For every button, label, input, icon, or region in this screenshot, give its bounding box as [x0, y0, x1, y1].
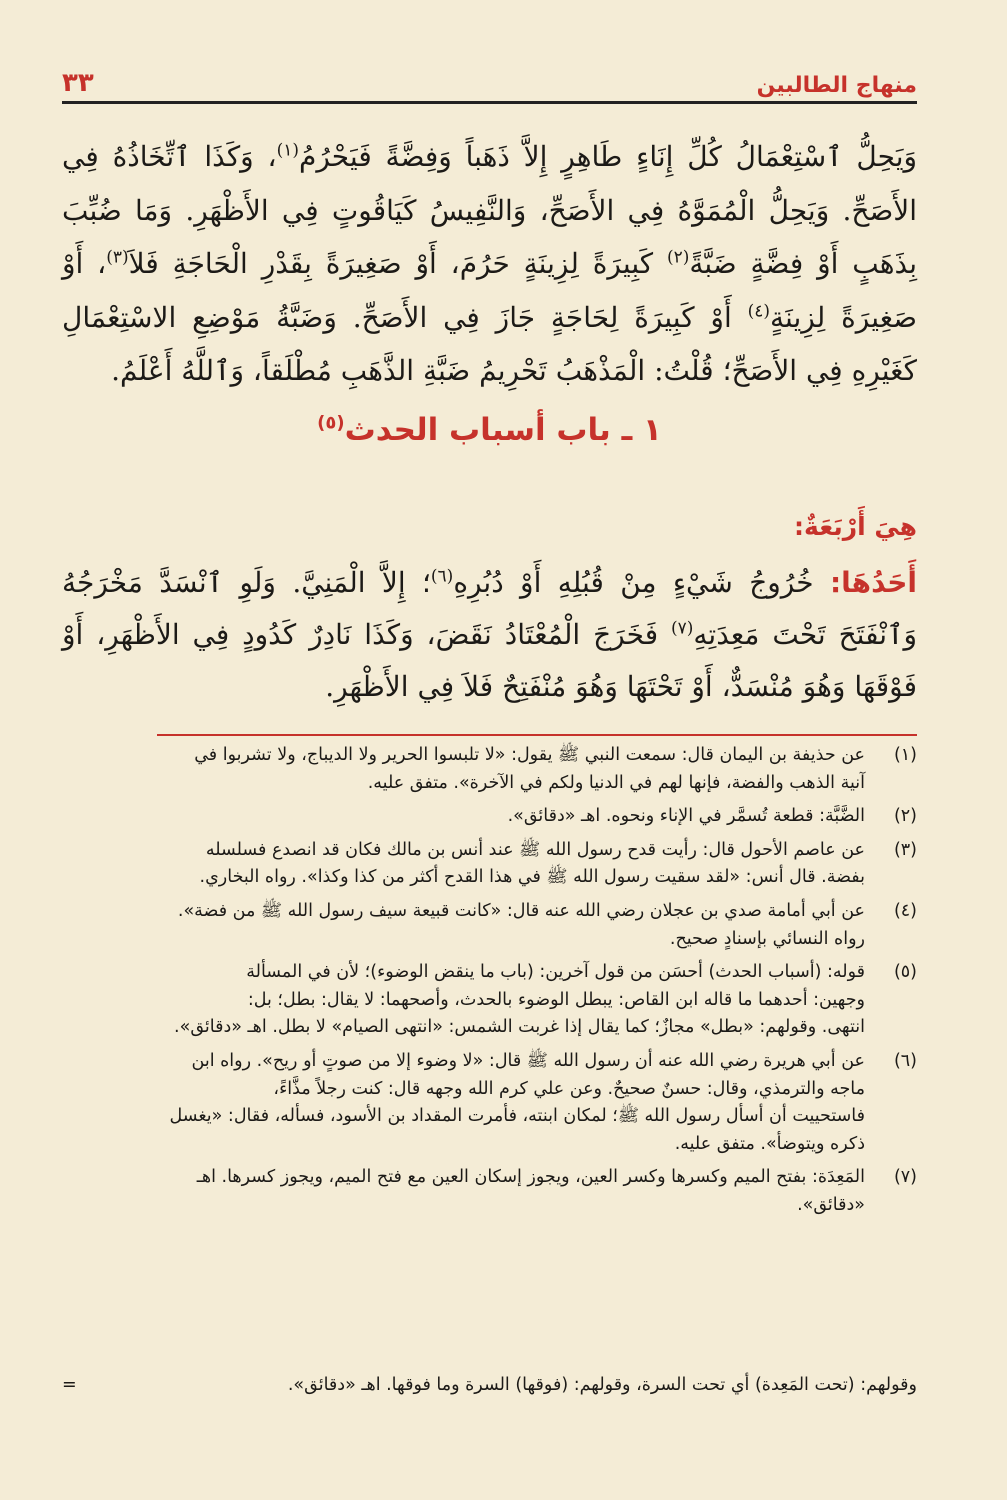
- footnote-ref[interactable]: (٥): [317, 412, 345, 434]
- footnote-line: آنية الذهب والفضة، فإنها لهم في الدنيا ولكم في الآخرة». متفق عليه.: [367, 772, 865, 793]
- footnote-line: المَعِدَة: بفتح الميم وكسرها وكسر العين، ويجوز إسكان العين مع فتح الميم، ويجوز كسرها. اهـ: [196, 1167, 865, 1188]
- section-lead: أَحَدُهَا:: [829, 566, 918, 599]
- footnote-body: [62, 1048, 865, 1158]
- main-line: وَيَحِلُّ ٱسْتِعْمَالُ كُلِّ إِنَاءٍ طَاهِرٍ إِلاَّ ذَهَباً وَفِضَّةً فَيَحْرُمُ: [299, 140, 918, 173]
- footnote: [62, 742, 917, 797]
- footnote-line: عن عاصم الأحول قال: رأيت قدح رسول الله ﷺ عند أنس بن مالك فكان قد انصدع فسلسله: [205, 839, 865, 860]
- running-title: منهاج الطالبين: [756, 73, 917, 98]
- page-header: [62, 58, 917, 98]
- footnote-ref[interactable]: (٣): [106, 247, 129, 268]
- footnote-ref[interactable]: (١): [276, 140, 300, 161]
- chapter-title: ١ ـ باب أسباب الحدث: [344, 412, 662, 448]
- footnote: [62, 1164, 917, 1219]
- book-page: [62, 0, 917, 1500]
- section-text-b: ؛ إِلاَّ الْمَنِيَّ. وَلَوِ ٱنْسَدَّ مَخْرَجُهُ وَٱنْفَتَحَ تَحْتَ مَعِدَتِهِ: [62, 566, 918, 651]
- footnote-number: (٣): [893, 839, 917, 860]
- footnote-number: (١): [893, 745, 917, 765]
- footnotes: [62, 742, 917, 1226]
- section-paragraph: [62, 557, 917, 713]
- footnote-rule: [157, 734, 917, 736]
- main-line: ، وَكَذَا ٱتِّخَاذُهُ فِي الأَصَحِّ. وَيَحِلُّ الْمُمَوَّهُ فِي الأَصَحِّ، وَالنَّفِيسُ كَيَاقُوتٍ فِي الأَظْهَرِ. وَمَا ضُبِّبَ بِذَهَبٍ أَوْ فِضَّةٍ ضَبَّةً: [62, 140, 918, 280]
- footnote-number: (٧): [893, 1167, 917, 1188]
- footnote-line: قوله: (أسباب الحدث) أحسَن من قول آخرين: (باب ما ينقض الوضوء)؛ لأن في المسألة: [246, 962, 865, 983]
- footnote-number: (٥): [893, 962, 917, 983]
- page-number: ٣٣: [62, 68, 94, 98]
- footnote-body: [62, 898, 865, 953]
- main-text: [62, 130, 917, 398]
- footnote-line: عن أبي هريرة رضي الله عنه أن رسول الله ﷺ قال: «لا وضوء إلا من صوتٍ أو ريح». رواه ابن: [191, 1050, 865, 1071]
- footnote: [62, 898, 917, 953]
- main-paragraph: [62, 130, 917, 398]
- main-line: كَبِيرَةً لِزِينَةٍ حَرُمَ، أَوْ صَغِيرَةً بِقَدْرِ الْحَاجَةِ فَلاَ: [128, 247, 654, 280]
- footnote-line: الضَّبَّة: قطعة تُسمَّر في الإناء ونحوه. اهـ «دقائق».: [507, 806, 865, 827]
- chapter-heading: [62, 412, 917, 448]
- section-subhead: هِيَ أَرْبَعَةٌ:: [794, 512, 917, 541]
- footnote-line: رواه النسائي بإسنادٍ صحيح.: [669, 928, 865, 949]
- footnote-line: عن حذيفة بن اليمان قال: سمعت النبي ﷺ يقول: «لا تلبسوا الحرير ولا الديباج، ولا تشربوا في: [194, 745, 865, 765]
- footnote-line: انتهى. وقولهم: «بطل» مجازٌ؛ كما يقال إذا غربت الشمس: «انتهى الصيام» لا بطل. اهـ «دقائق».: [174, 1017, 865, 1038]
- footnote-line: وجهين: أحدهما ما قاله ابن القاص: يبطل الوضوء بالحدث، وأصحهما: لا يقال: بطل؛ بل:: [247, 989, 865, 1010]
- footnote-number: (٢): [893, 806, 917, 827]
- section-text-c: فَخَرَجَ الْمُعْتَادُ نَقَضَ، وَكَذَا نَادِرٌ كَدُودٍ فِي الأَظْهَرِ، أَوْ فَوْقَهَا وَهُوَ مُنْسَدٌّ، أَوْ تَحْتَهَا وَهُوَ مُنْفَتِحٌ فَلاَ فِي الأَظْهَرِ.: [62, 618, 917, 703]
- main-line: أَوْ كَبِيرَةً لِحَاجَةٍ جَازَ فِي الأَصَحِّ. وَضَبَّةُ مَوْضِعِ الاسْتِعْمَالِ كَغَيْرِهِ فِي الأَصَحِّ؛ قُلْتُ: الْمَذْهَبُ تَحْرِيمُ ضَبَّةِ الذَّهَبِ مُطْلَقاً، وَٱللَّهُ أَعْلَمُ.: [62, 300, 917, 387]
- footnote-extra-text: وقولهم: (تحت المَعِدة) أي تحت السرة، وقولهم: (فوقها) السرة وما فوقها. اهـ «دقائق».: [287, 1375, 917, 1395]
- footnote-continuation: [62, 1372, 917, 1400]
- footnote-line: ماجه والترمذي، وقال: حسنٌ صحيحٌ. وعن علي كرم الله وجهه قال: كنت رجلاً مذَّاءً،: [273, 1078, 865, 1099]
- footnote-line: بفضة. قال أنس: «لقد سقيت رسول الله ﷺ في هذا القدح أكثر من كذا وكذا». رواه البخاري.: [199, 867, 865, 888]
- footnote: [62, 803, 917, 831]
- footnote-line: ذكره ويتوضأ». متفق عليه.: [674, 1133, 865, 1154]
- footnote-line: فاستحييت أن أسأل رسول الله ﷺ؛ لمكان ابنته، فأمرت المقداد بن الأسود، فسأله، فقال: «يغسل: [169, 1106, 865, 1127]
- footnote-body: [62, 959, 865, 1042]
- main-line: ، أَوْ صَغِيرَةً لِزِينَةٍ: [62, 247, 917, 334]
- footnote-body: [62, 837, 865, 892]
- footnote-ref[interactable]: (٦): [430, 566, 454, 587]
- footnote-number: (٤): [893, 900, 917, 921]
- section-text-a: خُرُوجُ شَيْءٍ مِنْ قُبُلِهِ أَوْ دُبُرِهِ: [453, 566, 814, 599]
- footnote: [62, 1048, 917, 1158]
- footnote-body: [62, 742, 865, 797]
- section-block: [62, 505, 917, 713]
- footnote-ref[interactable]: (٧): [671, 618, 694, 639]
- footnote: [62, 959, 917, 1042]
- footnote-line: «دقائق».: [797, 1194, 865, 1215]
- footnote-body: [62, 1164, 865, 1219]
- footnote-line: عن أبي أمامة صدي بن عجلان رضي الله عنه قال: «كانت قبيعة سيف رسول الله ﷺ من فضة».: [177, 900, 865, 921]
- footnote-ref[interactable]: (٢): [667, 247, 690, 268]
- header-rule: [62, 101, 917, 104]
- footnote: [62, 837, 917, 892]
- footnote-body: [62, 803, 865, 831]
- continuation-mark: =: [62, 1375, 77, 1395]
- footnote-number: (٦): [893, 1050, 917, 1071]
- footnote-ref[interactable]: (٤): [747, 301, 771, 322]
